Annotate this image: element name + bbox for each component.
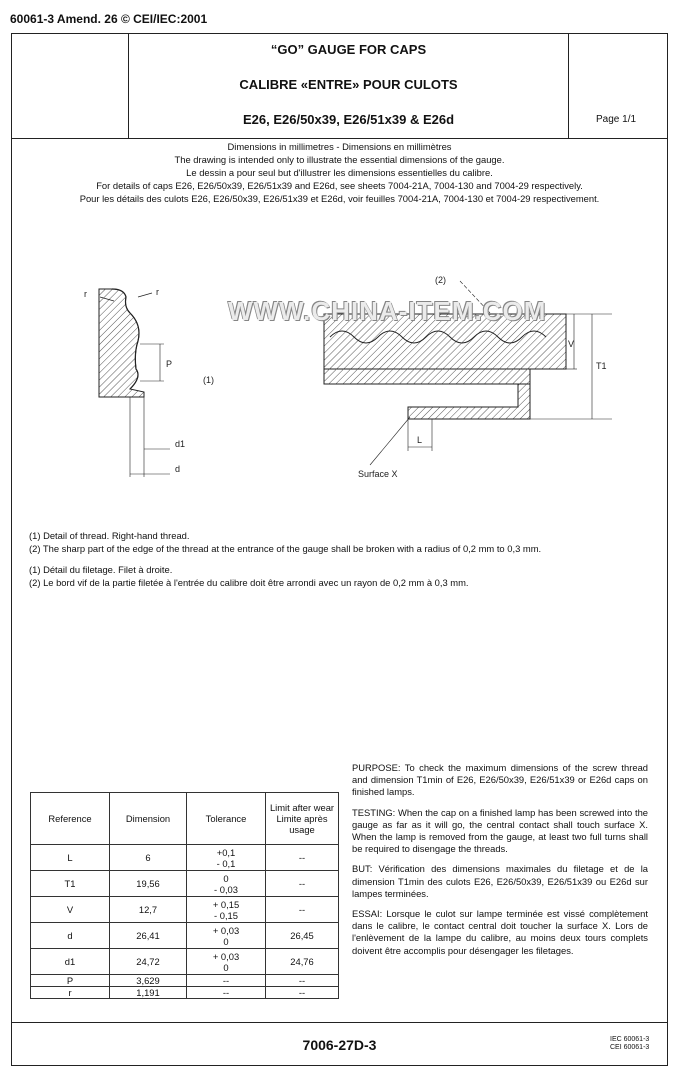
tol-upper: +0,1 xyxy=(216,846,236,858)
cell-tol xyxy=(187,871,266,897)
intro-text xyxy=(12,140,667,205)
dimension-table xyxy=(30,792,339,999)
label-d: d xyxy=(175,464,181,474)
testing-fr: ESSAI: Lorsque le culot sur lampe terminée est vissé complètement dans le calibre, le contact central doit toucher la surface X. Lors de l'enlèvement de la lampe du calibre, au moins deux tours complets doivent être accomplis pour désengager les filetages. xyxy=(352,908,648,956)
cell-ref: T1 xyxy=(31,871,110,897)
cell-ref: d1 xyxy=(31,949,110,975)
purpose-en: PURPOSE: To check the maximum dimensions of the screw thread and dimension T1min of E26, E26/50x39, E26/51x39 or E26d caps on finished lamps. xyxy=(352,762,648,798)
table-row xyxy=(31,923,339,949)
cell-limit: -- xyxy=(266,845,339,871)
cell-tol xyxy=(187,949,266,975)
cell-dim: 6 xyxy=(110,845,187,871)
data-sheet xyxy=(11,33,668,1066)
cell-tol xyxy=(187,845,266,871)
cell-limit: -- xyxy=(266,975,339,987)
label-note-2: (2) xyxy=(435,275,446,285)
note-en-2: (2) The sharp part of the edge of the thread at the entrance of the gauge shall be broken with a radius of 0,2 mm to 0,3 mm. xyxy=(29,542,542,554)
footer xyxy=(12,1022,667,1067)
title-block xyxy=(12,34,667,139)
note-fr-1: (1) Détail du filetage. Filet à droite. xyxy=(29,564,173,575)
cell-dim: 3,629 xyxy=(110,975,187,987)
tol-lower: - 0,15 xyxy=(214,909,238,921)
cell-ref: d xyxy=(31,923,110,949)
label-p: P xyxy=(166,359,173,369)
cell-dim: 12,7 xyxy=(110,897,187,923)
label-surface-x: Surface X xyxy=(358,469,398,479)
tol-upper: 0 xyxy=(223,872,229,884)
standard-reference: 60061-3 Amend. 26 © CEI/IEC:2001 xyxy=(10,12,208,26)
table-header: Dimension xyxy=(110,793,187,845)
cell-tol: -- xyxy=(187,975,266,987)
table-header: Reference xyxy=(31,793,110,845)
tol-upper: + 0,03 xyxy=(212,950,240,962)
iec-line: IEC 60061-3 xyxy=(610,1036,650,1043)
page-number: Page 1/1 xyxy=(596,114,637,125)
cell-limit: -- xyxy=(266,871,339,897)
sheet-id: 7006-27D-3 xyxy=(302,1037,377,1053)
cell-dim: 26,41 xyxy=(110,923,187,949)
table-row xyxy=(31,871,339,897)
tol-lower: 0 xyxy=(223,935,229,947)
label-r-left: r xyxy=(84,289,87,299)
intro-line: Pour les détails des culots E26, E26/50x39, E26/51x39 et E26d, voir feuilles 7004-21A, 7004-130 et 7004-29 respectivement. xyxy=(79,193,600,204)
label-l: L xyxy=(417,435,423,445)
intro-line: Le dessin a pour seul but d'illustrer les dimensions essentielles du calibre. xyxy=(186,167,493,178)
purpose-fr: BUT: Vérification des dimensions maximales du filetage et de la dimension T1min des culots E26, E26/50x39, E26/51x39 ou E26d sur lampes terminées. xyxy=(352,863,648,899)
title-line-2: CALIBRE «ENTRE» POUR CULOTS xyxy=(239,77,458,92)
title-line-3: E26, E26/50x39, E26/51x39 & E26d xyxy=(242,112,455,127)
title-line-1: “GO” GAUGE FOR CAPS xyxy=(270,42,427,57)
table-row xyxy=(31,845,339,871)
table-row xyxy=(31,975,339,987)
tol-lower: 0 xyxy=(223,961,229,973)
table-row xyxy=(31,897,339,923)
tol-upper: + 0,15 xyxy=(212,898,240,910)
intro-line: The drawing is intended only to illustrate the essential dimensions of the gauge. xyxy=(174,154,505,165)
label-v: V xyxy=(568,339,575,349)
watermark: WWW.CHINA-ITEM.COM xyxy=(228,296,547,326)
cell-tol: -- xyxy=(187,987,266,999)
table-row xyxy=(31,987,339,999)
cell-ref: P xyxy=(31,975,110,987)
title-left-cell xyxy=(12,34,129,138)
cell-ref: r xyxy=(31,987,110,999)
cell-limit: -- xyxy=(266,987,339,999)
label-note-1: (1) xyxy=(203,375,214,385)
note-en-1: (1) Detail of thread. Right-hand thread. xyxy=(29,530,190,541)
testing-en: TESTING: When the cap on a finished lamp has been screwed into the gauge as far as it will go, the central contact shall touch surface X. When the lamp is removed from the gauge, at least two full turns shall be required to disengage the threads. xyxy=(352,806,648,855)
cell-ref: L xyxy=(31,845,110,871)
cell-limit: 26,45 xyxy=(266,923,339,949)
table-row xyxy=(31,949,339,975)
gauge-drawing xyxy=(52,229,612,489)
intro-line: For details of caps E26, E26/50x39, E26/51x39 and E26d, see sheets 7004-21A, 7004-130 and 7004-29 respectively. xyxy=(96,180,583,191)
cell-tol xyxy=(187,923,266,949)
cell-dim: 1,191 xyxy=(110,987,187,999)
drawing-notes xyxy=(29,530,541,589)
tol-lower: - 0,03 xyxy=(214,883,238,895)
thread-detail xyxy=(99,289,173,477)
tol-lower: - 0,1 xyxy=(216,857,236,869)
cei-line: CEI 60061-3 xyxy=(610,1044,650,1051)
label-d1: d1 xyxy=(175,439,186,449)
intro-line: Dimensions in millimetres - Dimensions en millimètres xyxy=(227,141,452,152)
table-header: Tolerance xyxy=(187,793,266,845)
cell-dim: 19,56 xyxy=(110,871,187,897)
cell-tol xyxy=(187,897,266,923)
cell-limit: -- xyxy=(266,897,339,923)
cell-dim: 24,72 xyxy=(110,949,187,975)
table-header: Limit after wear Limite après usage xyxy=(266,793,339,845)
tol-upper: + 0,03 xyxy=(212,924,240,936)
note-fr-2: (2) Le bord vif de la partie filetée à l'entrée du calibre doit être arrondi avec un rayon de 0,2 mm à 0,3 mm. xyxy=(29,576,469,588)
label-r-right: r xyxy=(156,287,159,297)
purpose-text xyxy=(352,762,648,965)
cell-limit: 24,76 xyxy=(266,949,339,975)
iec-reference xyxy=(610,1036,649,1052)
cell-ref: V xyxy=(31,897,110,923)
label-t1: T1 xyxy=(596,361,607,371)
